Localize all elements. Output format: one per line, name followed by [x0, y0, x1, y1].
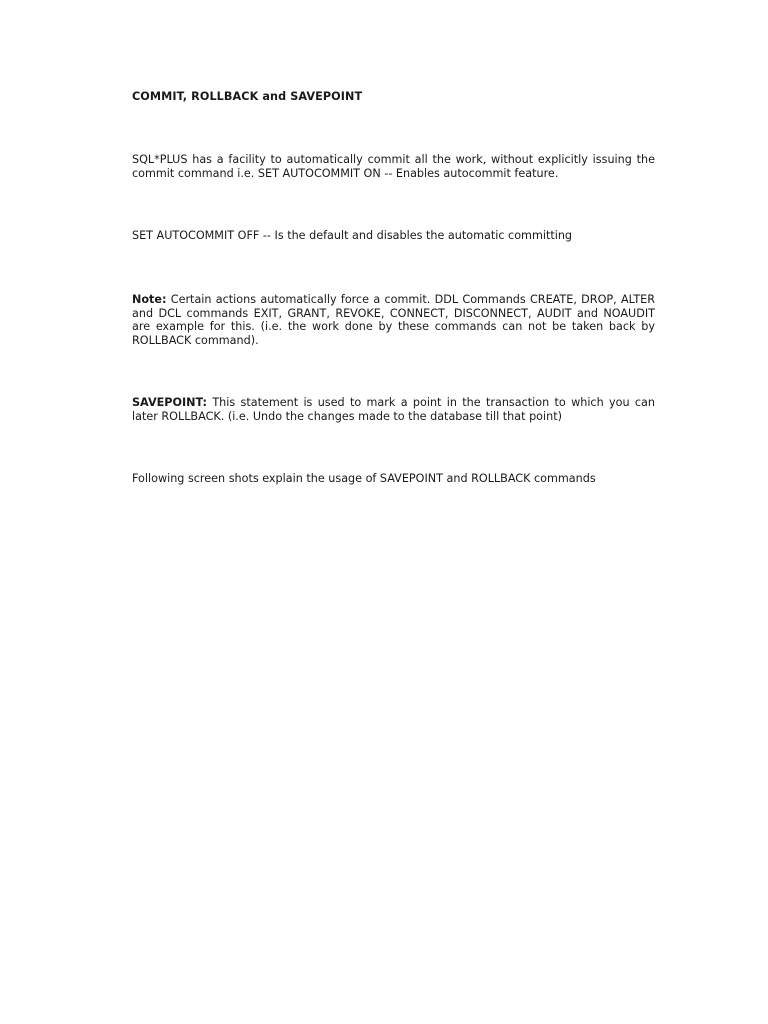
screenshots-paragraph: Following screen shots explain the usage of SAVEPOINT and ROLLBACK commands [132, 472, 596, 485]
note-paragraph [132, 293, 655, 347]
savepoint-paragraph [132, 396, 655, 423]
note-label: Note: [132, 293, 167, 306]
savepoint-label: SAVEPOINT: [132, 396, 207, 409]
autocommit-paragraph: SQL*PLUS has a facility to automatically commit all the work, without explicitly issuing the commit command i.e. SET AUTOCOMMIT ON -- Enables autocommit feature. [132, 153, 655, 180]
note-text: Certain actions automatically force a commit. DDL Commands CREATE, DROP, ALTER and DCL commands EXIT, GRANT, REVOKE, CONNECT, DISCONNECT, AUDIT and NOAUDIT are example for this. (i.e. the work done by these commands can not be taken back by ROLLBACK command). [132, 293, 655, 347]
autocommit-off-paragraph: SET AUTOCOMMIT OFF -- Is the default and disables the automatic committing [132, 229, 573, 242]
document-title: COMMIT, ROLLBACK and SAVEPOINT [132, 90, 363, 103]
savepoint-text: This statement is used to mark a point in the transaction to which you can later ROLLBACK. (i.e. Undo the changes made to the database till that point) [132, 396, 655, 423]
